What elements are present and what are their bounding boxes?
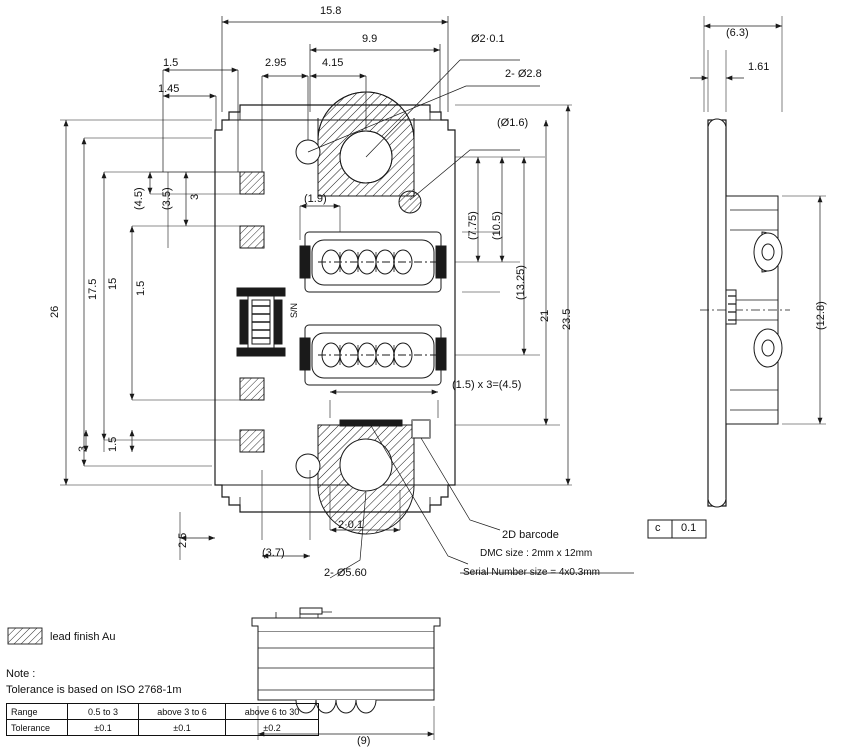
dim-23-5: 23.5 — [561, 308, 573, 330]
dim-3-5p: (3.5) — [161, 187, 173, 210]
tol-value-1: ±0.1 — [68, 720, 139, 736]
dim-12-8: (12.8) — [815, 301, 827, 330]
dim-6-3: (6.3) — [726, 27, 749, 39]
note-dmc-size: DMC size : 2mm x 12mm — [480, 548, 593, 559]
emitter-top — [300, 232, 446, 292]
tol-range-2: above 3 to 6 — [139, 704, 226, 720]
dim-3b: 3 — [77, 445, 89, 452]
dim-1-5a: 1.5 — [135, 280, 147, 296]
dim-pitch: (1.5) x 3=(4.5) — [452, 379, 522, 391]
tol-range-label: Range — [7, 704, 68, 720]
dim-2-5: 2.5 — [177, 532, 189, 548]
dim-1-45: 1.45 — [158, 83, 180, 95]
legend-lead-finish: lead finish Au — [50, 631, 116, 643]
tol-range-3: above 6 to 30 — [226, 704, 319, 720]
dim-3-7: (3.7) — [262, 547, 285, 559]
dim-4-5p: (4.5) — [133, 187, 145, 210]
note-serial-size: Serial Number size = 4x0.3mm — [463, 567, 600, 578]
note-2d-barcode: 2D barcode — [502, 529, 559, 541]
side-view — [700, 119, 790, 507]
dim-2-95: 2.95 — [265, 57, 287, 69]
dim-2x2-8: 2- Ø2.8 — [505, 68, 542, 80]
note-title: Note : — [6, 668, 36, 680]
dim-dia-1-6: (Ø1.6) — [497, 117, 529, 129]
table-row — [7, 720, 319, 736]
dim-1-61: 1.61 — [748, 61, 770, 73]
hole-2p8-bottom — [296, 454, 320, 478]
dim-9: (9) — [357, 735, 371, 747]
dim-21: 21 — [539, 309, 551, 322]
tol-value-3: ±0.2 — [226, 720, 319, 736]
datum-value: 0.1 — [681, 522, 697, 534]
dim-26: 26 — [49, 305, 61, 318]
emitter-bottom — [300, 325, 446, 385]
dim-13-25: (13.25) — [515, 265, 527, 300]
dim-1-9: (1.9) — [304, 193, 327, 205]
note-text: Tolerance is based on ISO 2768-1m — [6, 684, 182, 696]
center-connector — [237, 288, 285, 356]
dim-15: 15 — [107, 277, 119, 290]
dim-3a: 3 — [189, 193, 201, 200]
tol-range-1: 0.5 to 3 — [68, 704, 139, 720]
dim-9-9: 9.9 — [362, 33, 378, 45]
dim-10-5: (10.5) — [491, 211, 503, 240]
dim-7-75: (7.75) — [467, 211, 479, 240]
tol-value-2: ±0.1 — [139, 720, 226, 736]
dim-2pm0-1: 2·0.1 — [338, 519, 364, 531]
dim-1-5b: 1.5 — [107, 436, 119, 452]
tolerance-table — [6, 703, 319, 736]
dim-2x5-60: 2- Ø5.60 — [324, 567, 367, 579]
bottom-mount-tab — [318, 425, 414, 534]
hole-1p6 — [399, 191, 421, 213]
dim-17-5: 17.5 — [87, 278, 99, 300]
datum-label: c — [655, 522, 661, 534]
marking-sn: S/N — [289, 302, 299, 318]
dim-dia-2: Ø2·0.1 — [471, 33, 505, 45]
dim-4-15: 4.15 — [322, 57, 344, 69]
table-row — [7, 704, 319, 720]
dim-1-5: 1.5 — [163, 57, 179, 69]
tol-value-label: Tolerance — [7, 720, 68, 736]
dim-15-8: 15.8 — [320, 5, 342, 17]
